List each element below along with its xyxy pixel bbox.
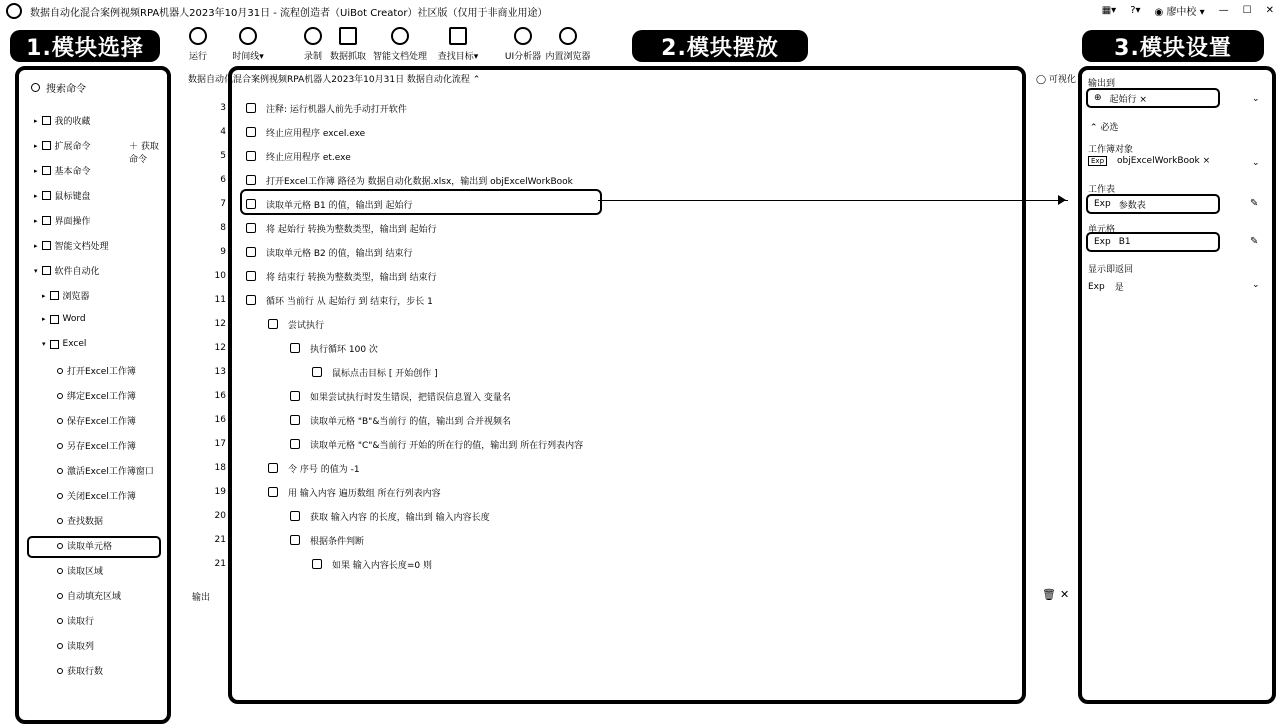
tree-item[interactable] (57, 489, 136, 502)
expression-icon: Exp (1094, 199, 1111, 209)
command-icon (268, 319, 278, 329)
data-scrape-icon (339, 27, 357, 45)
line-number: 16 (214, 391, 226, 401)
chevron-down-icon[interactable]: ▾ (42, 340, 46, 348)
sheet-label: 工作表 (1088, 185, 1116, 195)
tree-item-label: 浏览器 (62, 292, 90, 302)
tree-item[interactable] (57, 564, 103, 577)
command-icon (246, 247, 256, 257)
section-badge-place: 2.模块摆放 (632, 30, 808, 62)
output-to-field[interactable]: ⊕ 起始行 × (1086, 88, 1220, 108)
line-number: 9 (220, 247, 226, 257)
search-placeholder: 搜索命令 (46, 84, 86, 95)
run-icon (189, 27, 207, 45)
command-icon (312, 367, 322, 377)
get-command-button[interactable]: ＋ 获取命令 (129, 142, 159, 165)
chevron-down-icon[interactable]: ⌄ (1252, 158, 1260, 168)
flow-row[interactable] (214, 386, 511, 406)
tree-item-label: 关闭Excel工作簿 (67, 492, 136, 502)
expression-icon: Exp (1088, 156, 1107, 166)
row-text: 如果 输入内容长度=0 则 (332, 560, 432, 571)
flow-row[interactable] (214, 458, 360, 478)
variable-icon: ⊕ (1094, 93, 1102, 103)
toolbar-label: 录制 (303, 52, 322, 62)
command-icon (57, 393, 63, 399)
tree-item[interactable] (34, 114, 91, 127)
sheet-field[interactable]: Exp 参数表 (1086, 194, 1220, 214)
tree-item[interactable] (57, 664, 103, 677)
title-bar (0, 0, 1280, 22)
toolbar-label: UI分析器 (504, 52, 542, 62)
tree-item-label: 读取列 (67, 642, 95, 652)
command-icon (246, 175, 256, 185)
tree-item[interactable] (34, 189, 91, 202)
visual-toggle[interactable]: ◯ 可视化 (1036, 75, 1076, 85)
flow-row[interactable] (214, 482, 441, 502)
required-section[interactable]: ⌃ 必选 (1090, 123, 1119, 133)
tree-item[interactable] (34, 214, 91, 227)
toolbar-run-button[interactable] (170, 24, 226, 64)
command-icon (268, 463, 278, 473)
browser-icon (559, 27, 577, 45)
section-badge-select: 1.模块选择 (10, 30, 160, 62)
flow-row[interactable] (220, 170, 573, 190)
tree-item[interactable] (34, 239, 109, 252)
command-icon (57, 668, 63, 674)
search-input[interactable] (31, 80, 86, 95)
layout-icon[interactable]: ▦▾ (1101, 5, 1117, 16)
row-text: 鼠标点击目标 [ 开始创作 ] (332, 368, 438, 379)
expression-icon: Exp (1088, 281, 1105, 292)
selected-row-highlight (240, 189, 602, 215)
line-number: 13 (214, 367, 226, 377)
flow-row[interactable] (214, 434, 584, 454)
command-icon (290, 439, 300, 449)
app-logo-icon (6, 3, 22, 19)
folder-icon (42, 216, 51, 225)
tree-item[interactable] (57, 414, 136, 427)
line-number: 5 (220, 151, 226, 161)
command-icon (57, 418, 63, 424)
flow-canvas (214, 66, 1026, 704)
flow-row[interactable] (220, 242, 413, 262)
trash-icon[interactable]: 🗑 (1042, 588, 1056, 601)
command-icon (290, 391, 300, 401)
folder-icon (42, 116, 51, 125)
tree-item[interactable] (57, 389, 136, 402)
tree-item-label: 查找数据 (67, 517, 104, 527)
command-icon (246, 223, 256, 233)
tree-item-label: 我的收藏 (54, 117, 91, 127)
tree-item-label: 界面操作 (54, 217, 91, 227)
row-text: 注释: 运行机器人前先手动打开软件 (266, 104, 407, 115)
help-icon[interactable]: ?▾ (1130, 5, 1141, 16)
line-number: 16 (214, 415, 226, 425)
minimize-icon[interactable]: — (1218, 5, 1229, 16)
chevron-right-icon[interactable]: ▸ (34, 241, 38, 250)
chevron-down-icon[interactable]: ⌄ (1252, 280, 1260, 290)
tree-item-label: 激活Excel工作簿窗口 (67, 467, 154, 477)
command-icon (312, 559, 322, 569)
line-number: 4 (220, 127, 226, 137)
tree-item[interactable] (57, 589, 121, 602)
tree-item[interactable] (42, 314, 86, 324)
maximize-icon[interactable]: ☐ (1242, 5, 1252, 16)
tree-item-label: 鼠标键盘 (54, 192, 91, 202)
row-text: 终止应用程序 et.exe (266, 152, 351, 163)
tree-item-label: Excel (62, 339, 87, 349)
row-text: 根据条件判断 (310, 536, 365, 547)
run-row-icon[interactable] (1058, 195, 1066, 205)
command-icon (290, 511, 300, 521)
flow-row[interactable] (214, 266, 437, 286)
line-number: 12 (214, 319, 226, 329)
line-number: 17 (214, 439, 226, 449)
line-number: 3 (220, 103, 226, 113)
cell-field[interactable]: Exp B1 (1086, 232, 1220, 252)
line-number: 18 (214, 463, 226, 473)
row-text: 如果尝试执行时发生错误，把错误信息置入 变量名 (310, 392, 511, 403)
toolbar-ai-doc-button[interactable] (365, 24, 435, 64)
command-icon (246, 151, 256, 161)
find-target-icon (449, 27, 467, 45)
selected-command-highlight (27, 536, 161, 558)
chevron-down-icon[interactable]: ▾ (34, 266, 38, 275)
command-icon (246, 127, 256, 137)
row-text: 获取 输入内容 的长度，输出到 输入内容长度 (310, 512, 490, 523)
row-text: 读取单元格 "B"&当前行 的值，输出到 合并视频名 (310, 416, 512, 427)
command-icon (57, 593, 63, 599)
command-icon (290, 343, 300, 353)
chevron-down-icon[interactable]: ⌄ (1252, 94, 1260, 104)
folder-icon (42, 141, 51, 150)
toolbar-find-target-button[interactable] (430, 24, 486, 64)
command-panel (15, 66, 171, 724)
window-title: 数据自动化混合案例视频RPA机器人2023年10月31日 - 流程创造者（UiBot Creator）社区版（仅用于非商业用途） (30, 7, 548, 19)
tree-item[interactable] (57, 439, 136, 452)
command-icon (57, 493, 63, 499)
command-icon (57, 643, 63, 649)
chevron-right-icon[interactable]: ▸ (34, 166, 38, 175)
line-number: 21 (214, 559, 226, 569)
flow-row[interactable] (214, 362, 438, 382)
folder-icon (42, 241, 51, 250)
tree-item[interactable] (57, 464, 154, 477)
tree-item[interactable] (34, 264, 100, 277)
command-icon (290, 415, 300, 425)
chevron-right-icon[interactable]: ▸ (42, 315, 46, 323)
flow-row[interactable] (214, 338, 378, 358)
line-number: 8 (220, 223, 226, 233)
properties-panel (1078, 66, 1276, 704)
workbook-field[interactable]: Exp objExcelWorkBook × (1088, 156, 1210, 166)
tree-item[interactable] (57, 514, 103, 527)
toolbar-label: 时间线▾ (232, 52, 264, 62)
tree-item-label: 保存Excel工作簿 (67, 417, 136, 427)
row-text: 读取单元格 B2 的值，输出到 结束行 (266, 248, 413, 259)
folder-icon (42, 266, 51, 275)
command-icon (246, 103, 256, 113)
line-number: 11 (214, 295, 226, 305)
toolbar-label: 智能文档处理 (372, 52, 427, 62)
flow-row[interactable] (214, 290, 433, 310)
selected-row-line (598, 200, 1068, 201)
tree-item-label: 读取行 (67, 617, 95, 627)
folder-icon (42, 191, 51, 200)
line-number: 19 (214, 487, 226, 497)
breadcrumb[interactable]: 数据自动化混合案例视频RPA机器人2023年10月31日 数据自动化流程 ⌃ (188, 75, 481, 85)
window-controls (1102, 3, 1274, 18)
tree-item-label: 读取单元格 (67, 542, 113, 552)
flow-row[interactable] (214, 410, 512, 430)
tree-item[interactable] (42, 339, 86, 349)
command-icon (57, 443, 63, 449)
line-number: 20 (214, 511, 226, 521)
section-badge-settings: 3.模块设置 (1082, 30, 1264, 62)
row-text: 尝试执行 (288, 320, 325, 331)
toolbar-label: 内置浏览器 (545, 52, 591, 62)
tree-item-label: 智能文档处理 (54, 242, 109, 252)
edit-icon[interactable]: ✎ (1250, 236, 1259, 247)
tree-item-label: 打开Excel工作簿 (67, 367, 136, 377)
show-field[interactable]: Exp 是 (1088, 281, 1124, 293)
flow-row[interactable] (214, 506, 490, 526)
flow-row[interactable] (214, 314, 325, 334)
folder-icon (42, 166, 51, 175)
command-icon (57, 368, 63, 374)
row-text: 将 结束行 转换为整数类型，输出到 结束行 (266, 272, 437, 283)
workbook-label: 工作簿对象 (1088, 145, 1134, 155)
tree-item-label: 扩展命令 (54, 142, 91, 152)
avatar: ◉ (1154, 7, 1164, 18)
line-number: 12 (214, 343, 226, 353)
search-icon (31, 83, 40, 92)
tree-item-label: 基本命令 (54, 167, 91, 177)
tree-item[interactable] (57, 614, 94, 627)
toolbar (170, 24, 650, 64)
row-text: 读取单元格 "C"&当前行 开始的所在行的值，输出到 所在行列表内容 (310, 440, 584, 451)
row-text: 打开Excel工作簿 路径为 数据自动化数据.xlsx，输出到 objExcelWorkBook (266, 176, 573, 187)
toolbar-label: 数据抓取 (329, 52, 366, 62)
timeline-icon (239, 27, 257, 45)
line-number: 21 (214, 535, 226, 545)
chevron-right-icon[interactable]: ▸ (34, 191, 38, 200)
chevron-right-icon[interactable]: ▸ (34, 141, 38, 150)
flow-row[interactable] (220, 218, 437, 238)
tree-item-label: 软件自动化 (54, 267, 100, 277)
output-tab[interactable]: 输出 (192, 593, 211, 603)
toolbar-timeline-button[interactable] (220, 24, 276, 64)
row-text: 用 输入内容 遍历数组 所在行列表内容 (288, 488, 441, 499)
tree-item-label: 另存Excel工作簿 (67, 442, 136, 452)
flow-row[interactable] (214, 554, 432, 574)
expression-icon: Exp (1094, 237, 1111, 247)
output-to-label: 输出到 (1088, 79, 1116, 89)
line-number: 6 (220, 175, 226, 185)
ui-analyzer-icon (514, 27, 532, 45)
line-number: 7 (220, 199, 226, 209)
row-text: 令 序号 的值为 -1 (288, 464, 360, 475)
command-icon (57, 568, 63, 574)
command-icon (246, 271, 256, 281)
chevron-right-icon[interactable]: ▸ (34, 216, 38, 225)
command-icon (57, 518, 63, 524)
tree-item-label: 读取区域 (67, 567, 104, 577)
command-icon (290, 535, 300, 545)
flow-row[interactable] (220, 98, 407, 118)
flow-row[interactable] (220, 146, 351, 166)
row-text: 将 起始行 转换为整数类型，输出到 起始行 (266, 224, 437, 235)
close-output-icon[interactable]: ✕ (1060, 588, 1070, 601)
cell-label: 单元格 (1088, 225, 1116, 235)
command-icon (57, 618, 63, 624)
command-icon (246, 295, 256, 305)
row-text: 终止应用程序 excel.exe (266, 128, 366, 139)
command-icon (268, 487, 278, 497)
row-text: 循环 当前行 从 起始行 到 结束行，步长 1 (266, 296, 433, 307)
tree-item[interactable] (34, 139, 91, 152)
close-icon[interactable]: ✕ (1265, 5, 1274, 16)
taskbar (0, 700, 1280, 720)
row-text: 执行循环 100 次 (310, 344, 378, 355)
toolbar-label: 运行 (188, 52, 207, 62)
flow-row[interactable] (220, 122, 366, 142)
line-number: 10 (214, 271, 226, 281)
ai-doc-icon (391, 27, 409, 45)
tree-item[interactable] (34, 164, 91, 177)
toolbar-browser-button[interactable] (540, 24, 596, 64)
flow-row[interactable] (214, 530, 365, 550)
chevron-right-icon[interactable]: ▸ (34, 116, 38, 125)
show-label: 显示即返回 (1088, 265, 1134, 275)
tree-item-label: Word (62, 314, 86, 324)
command-icon (57, 468, 63, 474)
tree-item[interactable] (42, 289, 90, 302)
tree-item[interactable] (57, 639, 94, 652)
row-text: 读取单元格 B1 的值，输出到 起始行 (266, 200, 413, 211)
tree-item-label: 自动填充区域 (67, 592, 122, 602)
tree-item[interactable] (57, 364, 136, 377)
folder-icon (50, 291, 59, 300)
chevron-right-icon[interactable]: ▸ (42, 291, 46, 300)
user-menu[interactable]: ◉ 廖中校 ▾ (1154, 7, 1205, 18)
folder-icon (50, 340, 59, 349)
tree-item-label: 绑定Excel工作簿 (67, 392, 136, 402)
edit-icon[interactable]: ✎ (1250, 198, 1259, 209)
tree-item-label: 获取行数 (67, 667, 104, 677)
toolbar-label: 查找目标▾ (437, 52, 479, 62)
folder-icon (50, 315, 59, 324)
